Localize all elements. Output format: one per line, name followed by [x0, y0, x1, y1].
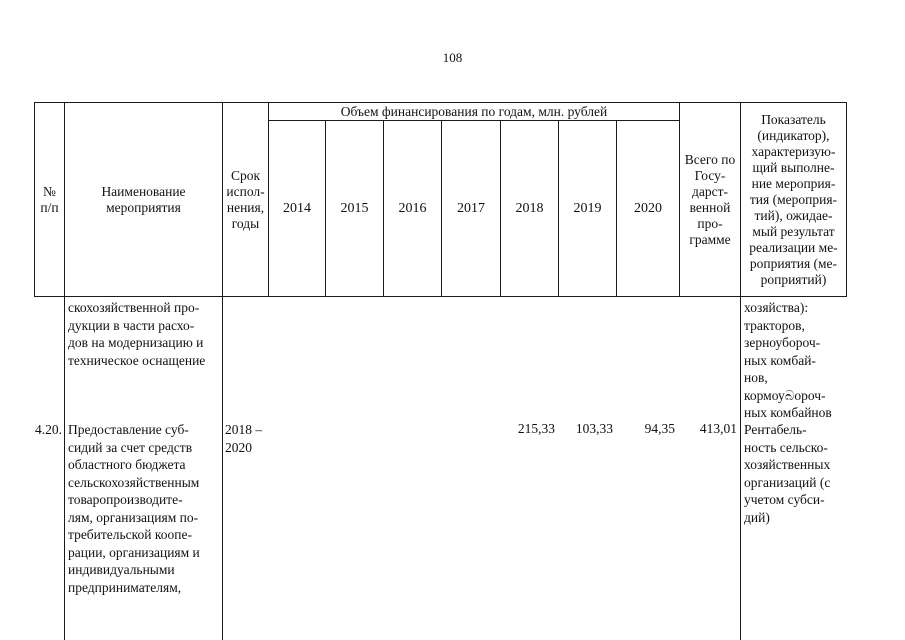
- value-2019: 103,33: [575, 421, 613, 436]
- continued-row-name: скохозяйственной про- дукции в части расхо- дов на модернизацию и техническое оснащение: [68, 300, 206, 368]
- header-name: Наименование мероприятия: [101, 183, 186, 215]
- row-name: Предоставление суб- сидий за счет средств областного бюджета сельскохозяйственным товаропроизводите- лям, организациям по- требительской коопе- рации, организациям и индивидуальными предпринимателям,: [68, 422, 200, 595]
- header-year-2015: 2015: [340, 200, 369, 216]
- value-2020: 94,35: [644, 421, 675, 436]
- header-year-2018: 2018: [515, 200, 544, 216]
- value-2018: 215,33: [517, 421, 555, 436]
- page-number: 108: [442, 50, 463, 65]
- row-number: 4.20.: [35, 422, 62, 437]
- header-funding-group: Объем финансирования по годам, млн. рублей: [340, 103, 608, 119]
- header-year-2017: 2017: [457, 200, 485, 216]
- header-year-2020: 2020: [634, 200, 662, 216]
- header-number: № п/п: [40, 183, 59, 215]
- value-total: 413,01: [699, 421, 737, 436]
- header-year-2016: 2016: [398, 200, 427, 216]
- continued-row-indicator: хозяйства): тракторов, зерноубороч- ных комбай- нов, кормоуබороч- ных комбайнов: [744, 300, 832, 420]
- table-right-border: [846, 102, 847, 297]
- row-term: 2018 – 2020: [225, 422, 263, 455]
- header-term: Срок испол- нения, годы: [226, 167, 265, 231]
- header-year-2019: 2019: [573, 200, 602, 216]
- header-year-2014: 2014: [283, 200, 311, 216]
- header-indicator: Показатель (индикатор), характеризую- щий выполне- ние мероприя- тия (мероприя- тий), ожидае- мый результат реализации ме- роприятия (ме- роприятий): [749, 111, 838, 287]
- row-indicator: Рентабель- ность сельско- хозяйственных организаций (с учетом субси- дий): [744, 422, 831, 525]
- header-total: Всего по Госу- дарст- венной про- грамме: [684, 151, 736, 247]
